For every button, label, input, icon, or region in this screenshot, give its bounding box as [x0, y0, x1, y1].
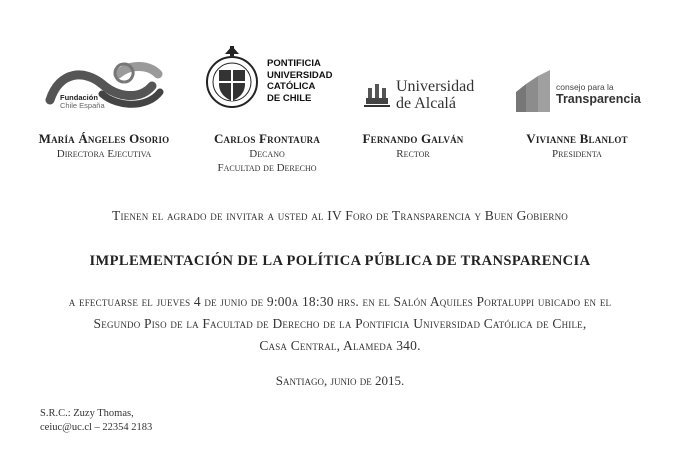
signatory-frontaura: [192, 131, 342, 175]
event-details-line-1: a efectuarse el jueves 4 de junio de 9:00a 18:30 hrs. en el Salón Aquiles Portaluppi ubicado en el: [68, 294, 612, 309]
invitation-text: Tienen el agrado de invitar a usted al IV Foro de Transparencia y Buen Gobierno: [112, 208, 568, 223]
transparencia-logo-text-2: Transparencia: [556, 92, 641, 106]
alcala-logo-text-1: Universidad: [396, 78, 475, 95]
signatory-osorio: [29, 131, 179, 161]
puc-logo-text-4: DE CHILE: [267, 92, 312, 104]
rsvp-contact: [40, 407, 152, 435]
fundacion-logo-text: Fundación: [60, 93, 98, 102]
puc-logo: [205, 42, 335, 112]
signatory-role-2: Facultad de Derecho: [217, 162, 317, 174]
signatory-galvan: [338, 131, 488, 161]
fundacion-logo-subtext: Chile España: [60, 101, 105, 110]
event-details-line-3: Casa Central, Alameda 340.: [259, 338, 421, 353]
alcala-logo-text-2: de Alcalá: [396, 95, 456, 112]
fundacion-chile-espana-logo: [40, 60, 170, 110]
signatory-name: Fernando Galván: [362, 131, 464, 146]
signatory-role: Rector: [396, 148, 430, 160]
consejo-transparencia-logo: [516, 70, 646, 112]
puc-logo-text-1: PONTIFICIA: [267, 58, 321, 69]
puc-logo-text-3: CATÓLICA: [267, 81, 316, 92]
puc-shield-icon: [205, 42, 263, 112]
signatory-role: Decano: [249, 148, 285, 160]
transparencia-logo-text-1: consejo para la: [556, 82, 614, 92]
rsvp-name: S.R.C.: Zuzy Thomas,: [40, 408, 134, 419]
signatory-name: María Ángeles Osorio: [38, 131, 170, 146]
universidad-alcala-logo: [362, 78, 482, 114]
signatory-name: Carlos Frontaura: [213, 131, 321, 146]
signatory-blanlot: [502, 131, 652, 161]
signatory-role: Presidenta: [552, 148, 602, 160]
rsvp-email-phone: ceiuc@uc.cl – 22354 2183: [40, 422, 153, 433]
date-line: Santiago, junio de 2015.: [275, 373, 405, 388]
signatory-name: Vivianne Blanlot: [526, 131, 628, 146]
event-title: IMPLEMENTACIÓN DE LA POLÍTICA PÚBLICA DE TRANSPARENCIA: [89, 253, 591, 269]
event-details-line-2: Segundo Piso de la Facultad de Derecho de la Pontificia Universidad Católica de Chile,: [93, 316, 587, 331]
signatory-role: Directora Ejecutiva: [56, 148, 152, 160]
puc-logo-text-2: UNIVERSIDAD: [267, 69, 333, 81]
alcala-crest-icon: [362, 80, 392, 110]
